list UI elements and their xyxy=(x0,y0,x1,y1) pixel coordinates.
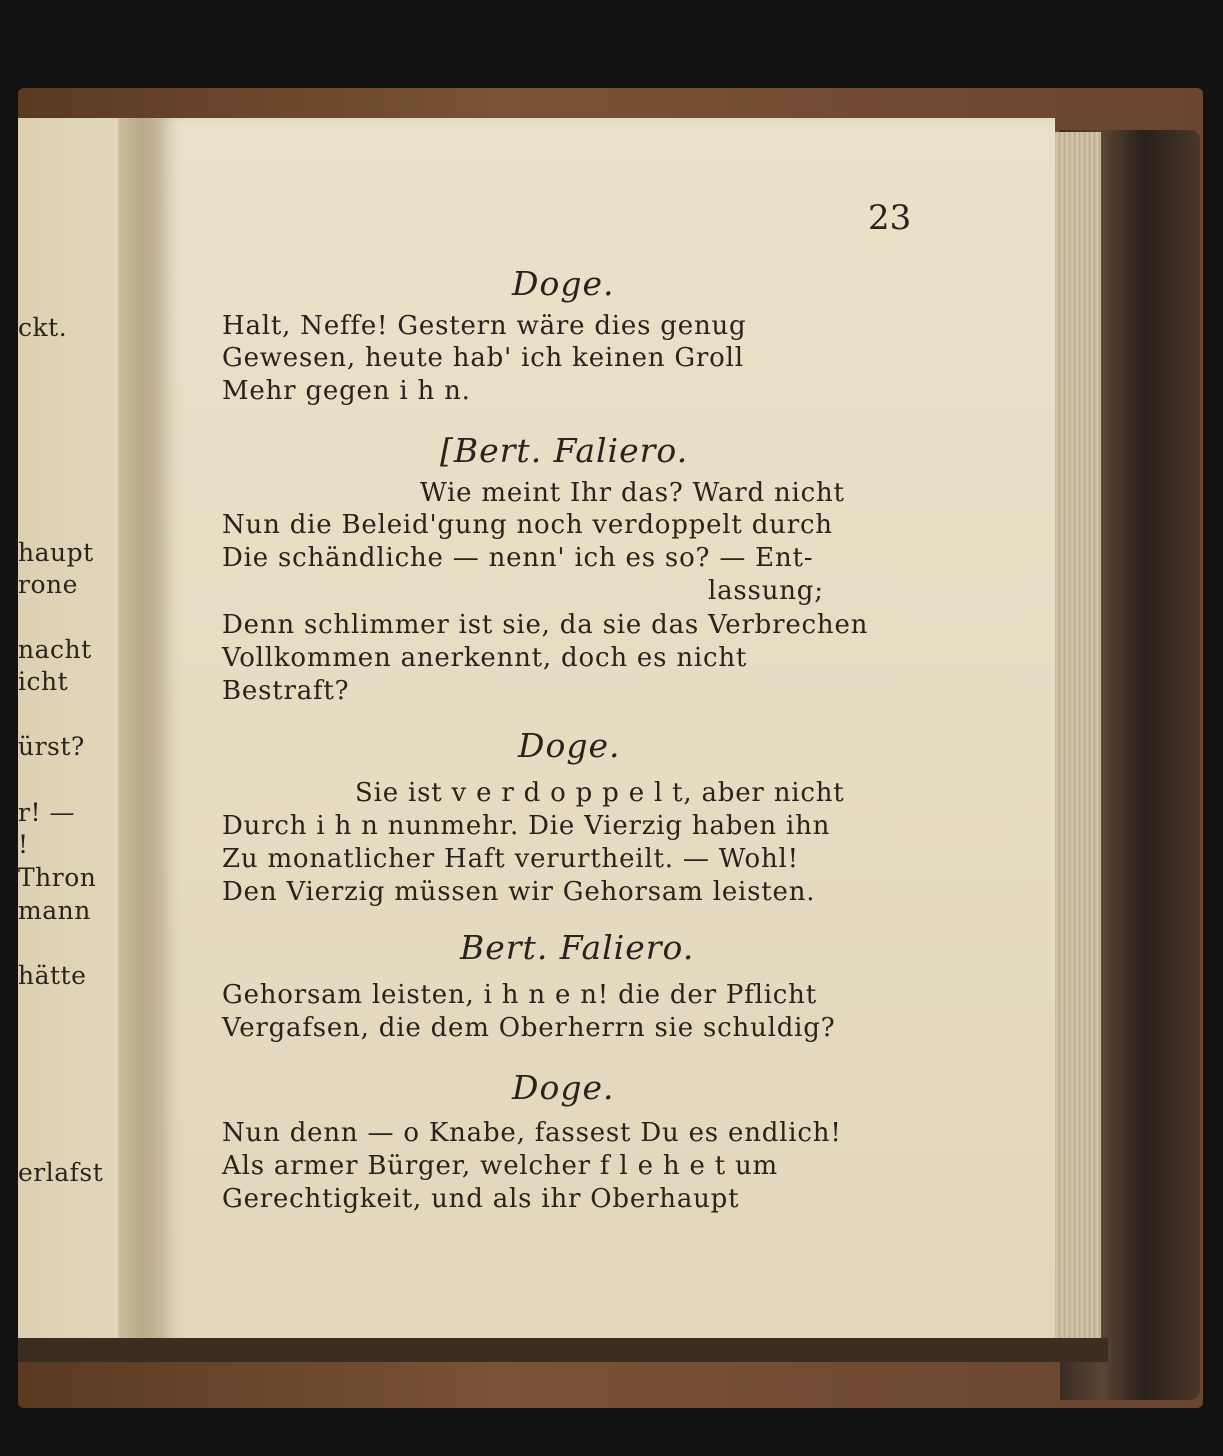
verse-line: Gerechtigkeit, und als ihr Oberhaupt xyxy=(222,1184,740,1214)
left-fragment: haupt xyxy=(18,538,94,567)
left-fragment: nacht xyxy=(18,635,92,664)
speaker-heading: Doge. xyxy=(512,264,615,303)
speaker-heading: Bert. Faliero. xyxy=(460,928,695,967)
verse-line: Durch i h n nunmehr. Die Vierzig haben ihn xyxy=(222,811,831,841)
verse-line: Mehr gegen i h n. xyxy=(222,376,471,406)
verse-line: Die schändliche — nenn' ich es so? — Ent- xyxy=(222,543,814,573)
speaker-heading: [Bert. Faliero. xyxy=(440,431,689,470)
right-page xyxy=(160,118,1055,1353)
verse-line: Nun denn — o Knabe, fassest Du es endlich! xyxy=(222,1118,842,1148)
left-fragment: Thron xyxy=(18,863,97,892)
verse-line: Bestraft? xyxy=(222,676,350,706)
verse-line: Zu monatlicher Haft verurtheilt. — Wohl! xyxy=(222,844,799,874)
left-fragment: erlafst xyxy=(18,1158,104,1187)
verse-line: Vollkommen anerkennt, doch es nicht xyxy=(222,643,748,673)
left-fragment: rone xyxy=(18,570,78,599)
speaker-heading: Doge. xyxy=(512,1068,615,1107)
verse-line: Gewesen, heute hab' ich keinen Groll xyxy=(222,343,744,373)
verse-line: Als armer Bürger, welcher f l e h e t um xyxy=(222,1151,779,1181)
verse-line: Nun die Beleid'gung noch verdoppelt durch xyxy=(222,510,833,540)
left-fragment: ürst? xyxy=(18,732,85,761)
left-fragment: mann xyxy=(18,896,91,925)
book-bottom-edge xyxy=(18,1338,1108,1362)
verse-line: lassung; xyxy=(708,576,824,606)
page-number: 23 xyxy=(868,198,912,238)
left-fragment: ! xyxy=(18,830,29,859)
speaker-heading: Doge. xyxy=(518,726,621,765)
verse-line: Wie meint Ihr das? Ward nicht xyxy=(420,478,845,508)
verse-line: Halt, Neffe! Gestern wäre dies genug xyxy=(222,311,747,341)
verse-line: Denn schlimmer ist sie, da sie das Verbrechen xyxy=(222,610,869,640)
verse-line: Vergafsen, die dem Oberherrn sie schuldig? xyxy=(222,1013,836,1043)
verse-line: Gehorsam leisten, i h n e n! die der Pflicht xyxy=(222,980,817,1010)
left-fragment: r! — xyxy=(18,798,75,827)
verse-line: Den Vierzig müssen wir Gehorsam leisten. xyxy=(222,877,816,907)
left-fragment: icht xyxy=(18,667,69,696)
verse-line: Sie ist v e r d o p p e l t, aber nicht xyxy=(355,778,845,808)
left-fragment: ckt. xyxy=(18,313,68,342)
left-fragment: hätte xyxy=(18,961,87,990)
